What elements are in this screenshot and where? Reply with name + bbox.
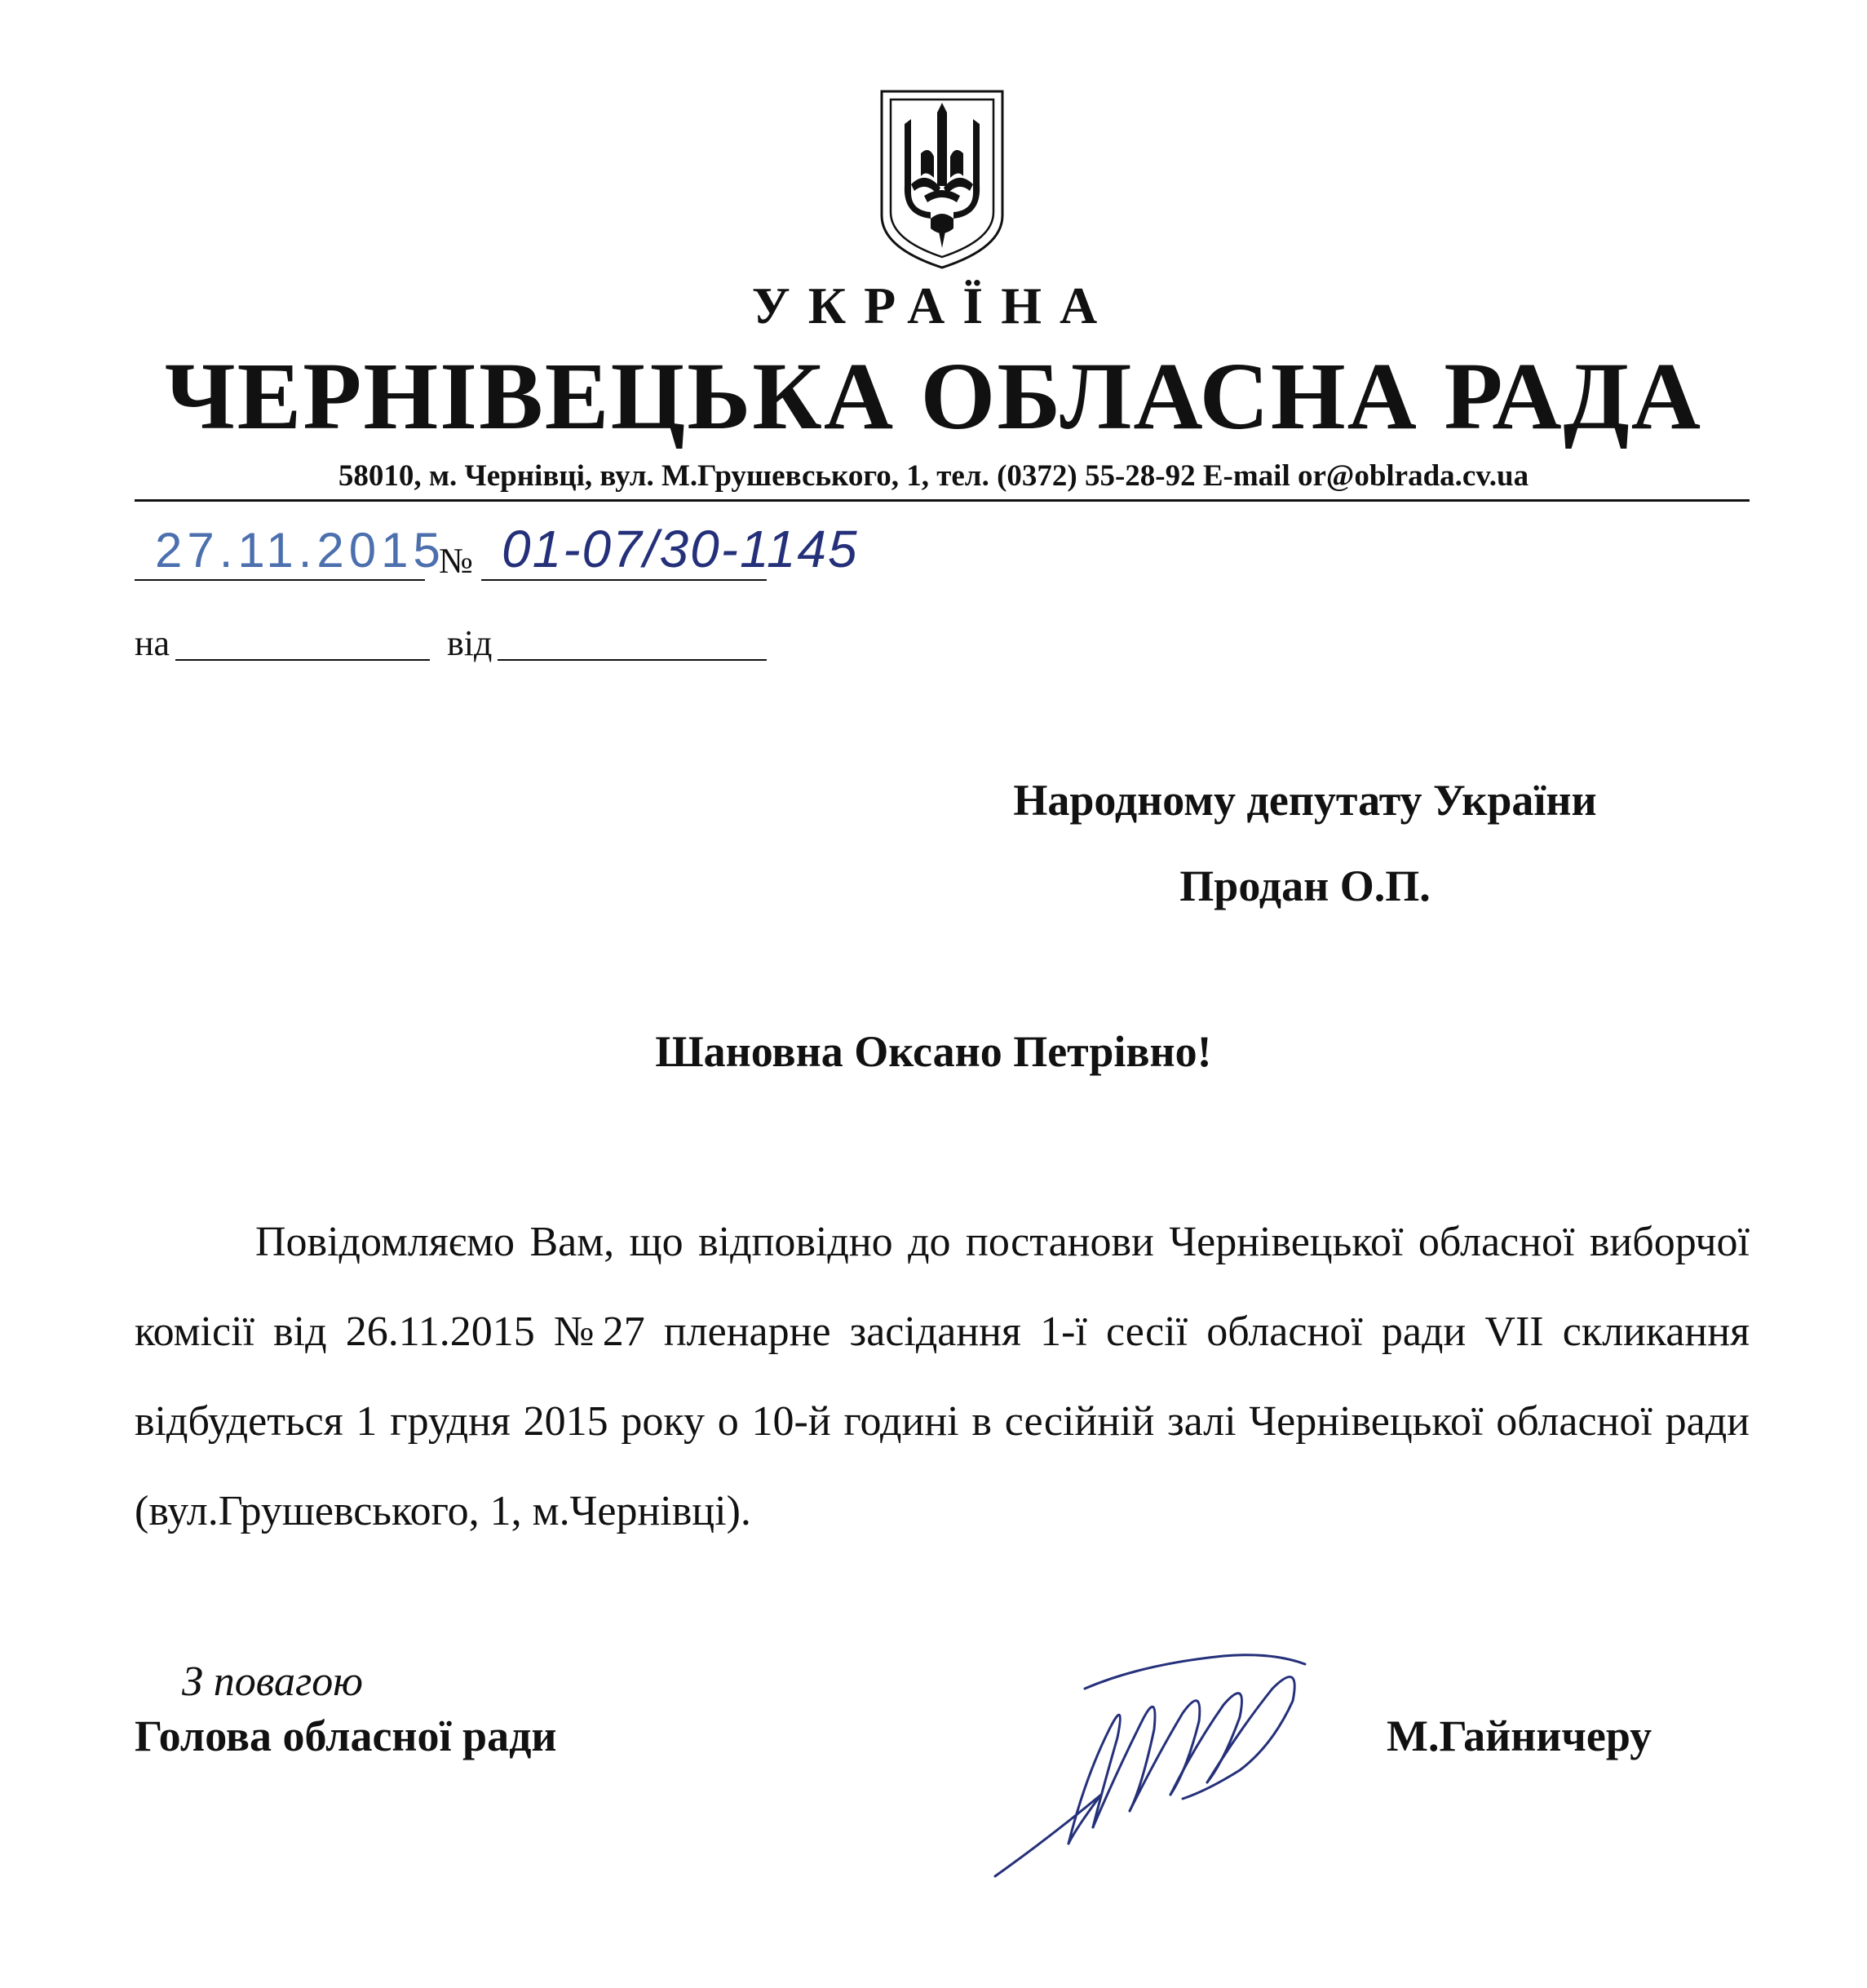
reference-vid-blank — [498, 659, 767, 661]
signer-title: Голова обласної ради — [135, 1711, 557, 1760]
trident-emblem-icon — [877, 88, 1007, 271]
council-title: ЧЕРНІВЕЦЬКА ОБЛАСНА РАДА — [164, 343, 1702, 449]
handwritten-signature-icon — [979, 1640, 1321, 1884]
letter-body: Повідомляємо Вам, що відповідно до постанови Чернівецької обласної виборчої комісії від 26.11.2015 №27 пленарне засідання 1-ї сесії обласної ради VII скликання відбудеться 1 грудня 2015 року о 10-й годині в сесійній залі Чернівецької обласної ради (вул.Грушевського, 1, м.Чернівці). — [135, 1219, 1750, 1534]
reference-vid-label: від — [447, 623, 493, 663]
reference-na-label: на — [135, 623, 170, 663]
registration-date-stamp: 27.11.2015 — [155, 523, 445, 578]
reference-na-blank — [175, 659, 430, 661]
recipient-name: Продан О.П. — [1179, 861, 1431, 910]
council-address: 58010, м. Чернівці, вул. М.Грушевського, 1, тел. (0372) 55-28-92 E-mail or@oblrada.cv.ua — [338, 459, 1529, 493]
number-underline — [481, 579, 767, 581]
salutation: Шановна Оксано Петрівно! — [655, 1027, 1212, 1076]
registration-number: 01-07/30-1145 — [502, 520, 859, 578]
date-underline — [135, 579, 425, 581]
header-divider — [135, 499, 1750, 502]
country-title: УКРАЇНА — [751, 277, 1116, 334]
recipient-title: Народному депутату України — [1013, 776, 1597, 825]
signer-name: М.Гайничеру — [1387, 1711, 1652, 1760]
number-label: № — [439, 541, 473, 581]
closing-regards: З повагою — [182, 1658, 363, 1705]
